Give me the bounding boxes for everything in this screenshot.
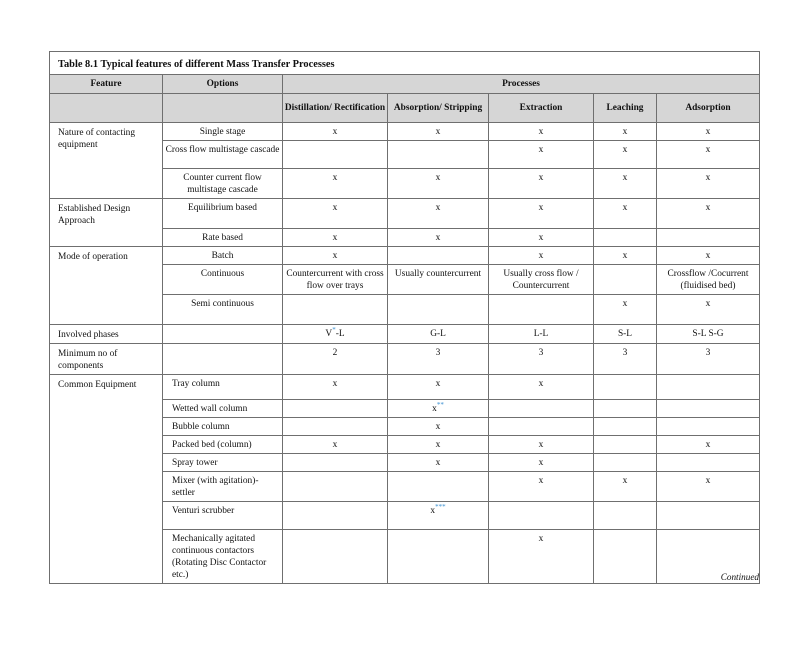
process-cell	[594, 375, 657, 400]
header-blank-feature	[50, 94, 163, 123]
feature-cell: Mode of operation	[50, 247, 163, 325]
process-cell: x	[388, 123, 489, 141]
process-cell: x	[388, 436, 489, 454]
process-cell	[489, 502, 594, 530]
table-row	[50, 344, 760, 375]
process-cell	[594, 436, 657, 454]
table-caption: Table 8.1 Typical features of different Mass Transfer Processes	[50, 52, 760, 75]
process-cell	[657, 418, 760, 436]
footnote-marker: ***	[435, 502, 446, 511]
process-cell: x	[657, 295, 760, 325]
process-cell: x	[283, 229, 388, 247]
process-cell	[283, 400, 388, 418]
table-row	[50, 325, 760, 344]
process-cell: x	[388, 199, 489, 229]
process-cell: x	[489, 454, 594, 472]
process-cell: x	[489, 472, 594, 502]
feature-cell: Minimum no of components	[50, 344, 163, 375]
process-cell	[283, 418, 388, 436]
mass-transfer-features-table	[49, 51, 760, 584]
process-cell: x	[489, 123, 594, 141]
process-cell: x	[657, 436, 760, 454]
process-cell	[388, 247, 489, 265]
process-cell: S-L S-G	[657, 325, 760, 344]
process-cell: x	[283, 199, 388, 229]
process-cell: 2	[283, 344, 388, 375]
option-cell: Counter current flow multistage cascade	[163, 169, 283, 199]
process-cell: S-L	[594, 325, 657, 344]
option-cell: Continuous	[163, 265, 283, 295]
process-cell	[283, 141, 388, 169]
table-row	[50, 123, 760, 141]
process-cell	[388, 530, 489, 584]
process-cell: x	[489, 375, 594, 400]
feature-cell: Nature of contacting equipment	[50, 123, 163, 199]
header-leaching: Leaching	[594, 94, 657, 123]
process-cell	[283, 530, 388, 584]
process-cell	[594, 229, 657, 247]
process-cell: x	[388, 169, 489, 199]
header-blank-options	[163, 94, 283, 123]
process-cell: x	[657, 141, 760, 169]
process-cell	[594, 400, 657, 418]
header-distillation: Distillation/ Rectification	[283, 94, 388, 123]
process-cell	[657, 229, 760, 247]
process-cell: x	[489, 530, 594, 584]
process-cell	[388, 472, 489, 502]
table-row	[50, 199, 760, 229]
process-cell: Usually cross flow / Countercurrent	[489, 265, 594, 295]
process-cell: 3	[489, 344, 594, 375]
process-cell: x	[388, 229, 489, 247]
process-cell: 3	[388, 344, 489, 375]
process-cell: x	[657, 199, 760, 229]
process-cell	[594, 502, 657, 530]
process-cell	[657, 454, 760, 472]
feature-cell: Involved phases	[50, 325, 163, 344]
process-cell: x	[388, 454, 489, 472]
header-absorption: Absorption/ Stripping	[388, 94, 489, 123]
process-cell: 3	[594, 344, 657, 375]
option-cell: Rate based	[163, 229, 283, 247]
option-cell: Semi continuous	[163, 295, 283, 325]
process-cell: x	[594, 123, 657, 141]
process-cell	[489, 295, 594, 325]
feature-cell: Established Design Approach	[50, 199, 163, 247]
header-processes: Processes	[283, 75, 760, 94]
process-cell: x	[657, 472, 760, 502]
process-cell	[657, 400, 760, 418]
process-cell: Usually countercurrent	[388, 265, 489, 295]
process-cell: V*-L	[283, 325, 388, 344]
process-cell: G-L	[388, 325, 489, 344]
process-cell: x	[283, 123, 388, 141]
feature-cell: Common Equipment	[50, 375, 163, 584]
process-cell: x	[489, 169, 594, 199]
process-cell: x	[594, 295, 657, 325]
process-cell	[283, 472, 388, 502]
process-cell: x	[283, 375, 388, 400]
option-cell: Batch	[163, 247, 283, 265]
process-cell: x	[489, 436, 594, 454]
option-cell: Single stage	[163, 123, 283, 141]
process-cell: x	[594, 247, 657, 265]
footnote-marker: **	[436, 400, 444, 409]
option-cell: Spray tower	[163, 454, 283, 472]
process-cell	[489, 400, 594, 418]
process-cell	[657, 502, 760, 530]
header-feature: Feature	[50, 75, 163, 94]
process-cell	[594, 418, 657, 436]
option-cell: Wetted wall column	[163, 400, 283, 418]
process-cell: x	[283, 169, 388, 199]
continued-note: Continued	[720, 572, 759, 582]
footnote-marker: *	[332, 325, 336, 334]
table-body	[50, 123, 760, 584]
table-row	[50, 247, 760, 265]
option-cell: Packed bed (column)	[163, 436, 283, 454]
option-cell: Mixer (with agitation)-settler	[163, 472, 283, 502]
process-cell: x***	[388, 502, 489, 530]
process-cell: x	[388, 375, 489, 400]
process-cell: x	[594, 472, 657, 502]
header-extraction: Extraction	[489, 94, 594, 123]
process-cell: x**	[388, 400, 489, 418]
process-cell	[388, 295, 489, 325]
option-cell	[163, 344, 283, 375]
process-cell: L-L	[489, 325, 594, 344]
process-cell: Crossflow /Cocurrent (fluidised bed)	[657, 265, 760, 295]
process-cell: 3	[657, 344, 760, 375]
process-cell	[283, 295, 388, 325]
process-cell: x	[657, 169, 760, 199]
process-cell: x	[489, 229, 594, 247]
process-cell	[657, 375, 760, 400]
header-options: Options	[163, 75, 283, 94]
process-cell	[594, 530, 657, 584]
process-cell: x	[283, 436, 388, 454]
option-cell: Venturi scrubber	[163, 502, 283, 530]
process-cell	[283, 502, 388, 530]
process-cell	[489, 418, 594, 436]
option-cell: Cross flow multistage cascade	[163, 141, 283, 169]
process-cell: Countercurrent with cross flow over trays	[283, 265, 388, 295]
process-cell: x	[594, 199, 657, 229]
process-cell: x	[489, 199, 594, 229]
process-cell: x	[283, 247, 388, 265]
option-cell: Tray column	[163, 375, 283, 400]
process-cell	[594, 454, 657, 472]
process-cell: x	[657, 247, 760, 265]
option-cell: Mechanically agitated continuous contactors (Rotating Disc Contactor etc.)	[163, 530, 283, 584]
process-cell	[283, 454, 388, 472]
process-cell: x	[388, 418, 489, 436]
process-cell	[388, 141, 489, 169]
process-cell: x	[657, 123, 760, 141]
process-cell: x	[594, 169, 657, 199]
header-adsorption: Adsorption	[657, 94, 760, 123]
process-cell	[594, 265, 657, 295]
option-cell	[163, 325, 283, 344]
option-cell: Bubble column	[163, 418, 283, 436]
process-cell: x	[489, 141, 594, 169]
option-cell: Equilibrium based	[163, 199, 283, 229]
process-cell: x	[489, 247, 594, 265]
table-row	[50, 375, 760, 400]
process-cell: x	[594, 141, 657, 169]
